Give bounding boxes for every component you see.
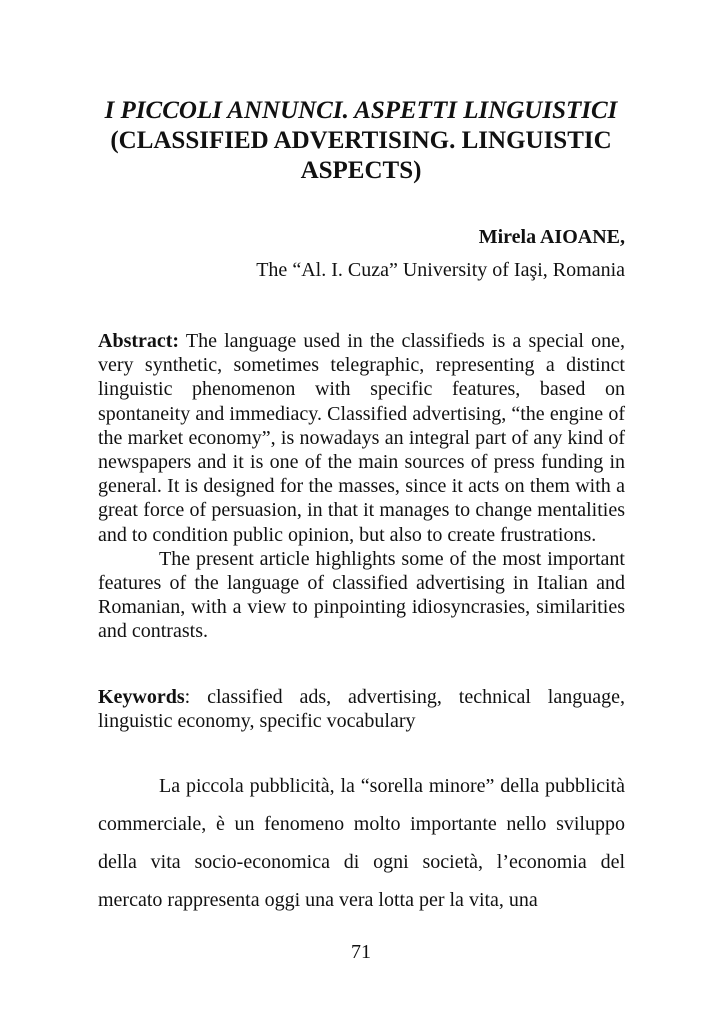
page-number: 71 — [351, 941, 371, 963]
abstract-paragraph-1 — [98, 329, 625, 547]
body-paragraph-1: La piccola pubblicità, la “sorella minore” della pubblicità commerciale, è un fenomeno molto importante nello sviluppo della vita socio-economica di ogni società, l’economia del mercato rappresenta oggi una vera lotta per la vita, una — [98, 775, 625, 911]
title-italian: I PICCOLI ANNUNCI. ASPETTI LINGUISTICI — [104, 97, 618, 124]
abstract-label: Abstract: — [98, 330, 180, 352]
keywords-section — [98, 685, 625, 733]
abstract-paragraph-2: The present article highlights some of the most important features of the language of classified advertising in Italian and Romanian, with a view to pinpointing idiosyncrasies, similarities and contrasts. — [98, 547, 625, 643]
keywords-text: : classified ads, advertising, technical language, linguistic economy, specific vocabulary — [98, 686, 625, 733]
author-affiliation: The “Al. I. Cuza” University of Iaşi, Romania — [256, 259, 625, 281]
author-name: Mirela AIOANE, — [478, 226, 625, 248]
title-english: (CLASSIFIED ADVERTISING. LINGUISTIC ASPECTS) — [110, 127, 612, 184]
keywords-label: Keywords — [98, 686, 185, 708]
abstract-section — [98, 329, 625, 644]
article-title — [96, 96, 626, 186]
abstract-text-1: The language used in the classifieds is a special one, very synthetic, sometimes telegraphic, representing a distinct linguistic phenomenon with specific features, based on spontaneity and immediacy. Classified advertising, “the engine of the market economy”, is nowadays an integral part of any kind of newspapers and it is one of the main sources of press funding in general. It is designed for the masses, since it acts on them with a great force of persuasion, in that it manages to change mentalities and to condition public opinion, but also to create frustrations. — [98, 330, 625, 546]
